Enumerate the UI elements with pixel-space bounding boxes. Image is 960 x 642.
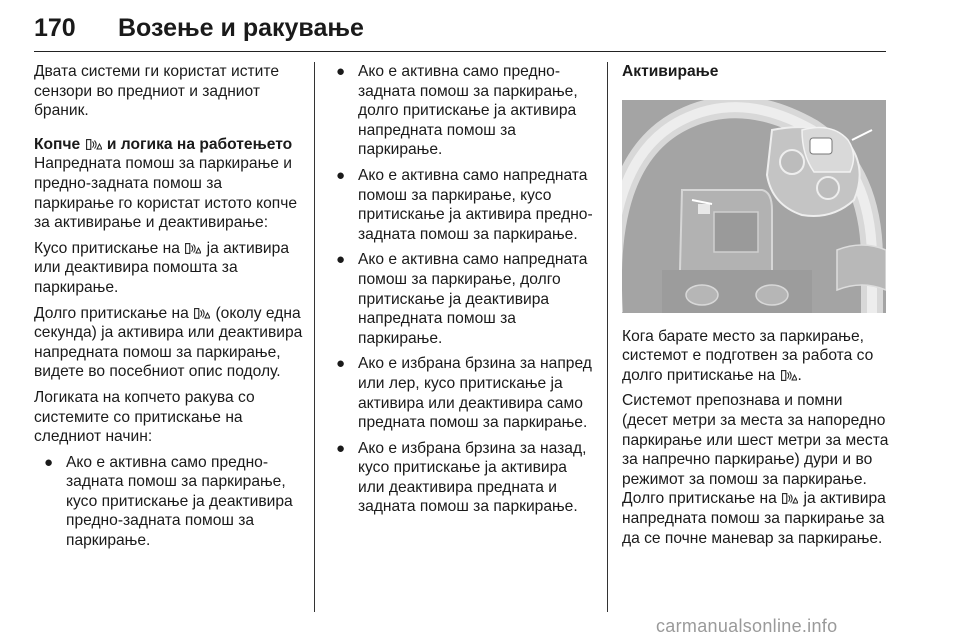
page-number: 170 [34, 14, 76, 42]
paragraph: Логиката на копчето ракува со системите со притискање на следниот начин: [34, 388, 255, 446]
paragraph: Долго притискање на (околу една секунда) ја активира или деактивира напредната помош за паркирање, видете во посебниот опис подолу. [34, 304, 303, 381]
paragraph: Кога барате место за паркирање, системот е подготвен за работа со долго притискање на . [622, 327, 874, 384]
chapter-title: Возење и ракување [118, 14, 364, 42]
bullet-icon: ● [336, 355, 346, 373]
bullet-icon: ● [44, 453, 54, 471]
bullet-icon: ● [336, 439, 346, 457]
intro-paragraph: Двата системи ги користат истите сензори во предниот и задниот браник. [34, 63, 280, 120]
parking-assist-icon [782, 493, 798, 504]
list-item: ● Ако е активна само предно-задната помош за паркирање, кусо притискање ја деактивира предно-задната помош за паркирање. [44, 453, 293, 550]
parking-assist-icon [781, 370, 797, 381]
list-item: ● Ако е избрана брзина за назад, кусо притискање ја активира или деактивира предната и задната помош за паркирање. [336, 439, 587, 516]
paragraph: Кусо притискање на ја активира или деактивира помошта за паркирање. [34, 239, 289, 296]
dashboard-illustration [622, 100, 886, 313]
column-3 [622, 62, 892, 554]
parking-assist-icon [194, 308, 210, 319]
bullet-icon: ● [336, 251, 346, 269]
bullet-icon: ● [336, 63, 346, 80]
list-item: ● Ако е активна само предно-задната помош за паркирање, долго притискање ја активира напредната помош за паркирање. [336, 63, 578, 159]
column-1 [34, 62, 304, 557]
watermark: carmanualsonline.info [656, 616, 838, 636]
list-item: ● Ако е активна само напредната помош за паркирање, кусо притискање ја активира предно-задната помош за паркирање. [336, 166, 593, 243]
paragraph: Напредната помош за паркирање и предно-задната помош за паркирање го користат истото копче за активирање и деактивирање: [34, 155, 297, 232]
dashboard-drawing [622, 100, 886, 313]
parking-assist-icon [86, 139, 102, 150]
section-heading: Активирање [622, 63, 719, 80]
list-item: ● Ако е активна само напредната помош за паркирање, долго притискање ја деактивира напредната помош за паркирање. [336, 251, 588, 347]
bullet-list [328, 62, 596, 517]
bullet-icon: ● [336, 166, 346, 184]
parking-assist-icon [185, 243, 201, 254]
list-item: ● Ако е избрана брзина за напред или лер, кусо притискање ја активира или деактивира само предната помош за паркирање. [336, 355, 592, 432]
paragraph: Системот препознава и помни (десет метри за места за напоредно паркирање или шест метри за места за напречно паркирање) дури и во режимот за помош за паркирање. Долго притискање на ја активира напредната помош за паркирање за да се почне маневар за паркирање. [622, 392, 889, 547]
bullet-list [34, 453, 304, 551]
column-2 [328, 62, 596, 523]
subheading: Копче и логика на работењето [34, 135, 293, 153]
page-header [34, 6, 886, 52]
column-divider [314, 62, 315, 612]
column-divider [607, 62, 608, 612]
